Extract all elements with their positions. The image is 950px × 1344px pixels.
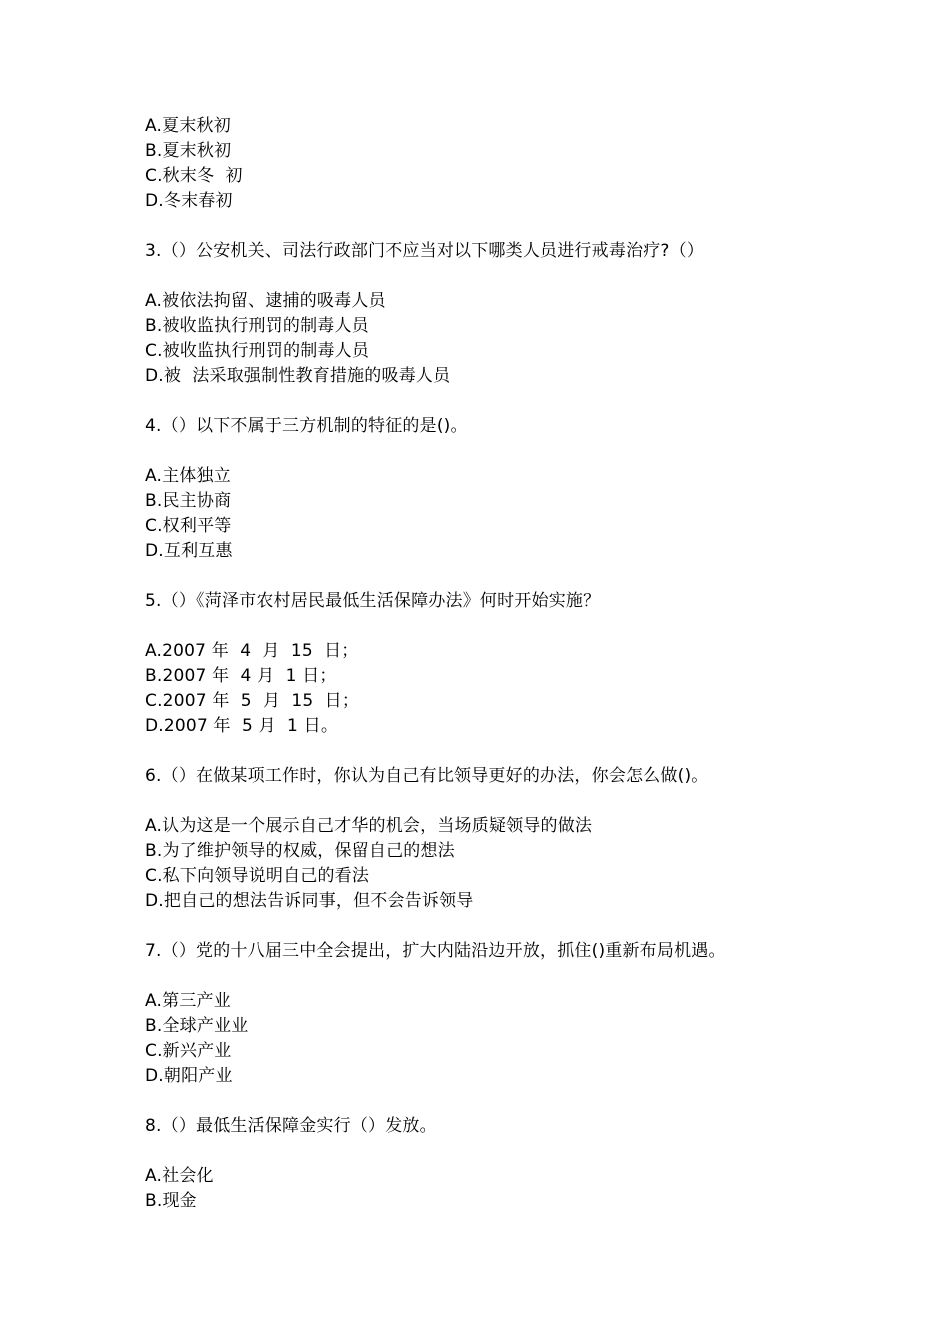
option-b: B.为了维护领导的权威，保留自己的想法 bbox=[145, 841, 455, 861]
question-4 bbox=[145, 414, 905, 564]
fragment-option-list bbox=[145, 114, 905, 214]
spacer bbox=[145, 789, 905, 814]
question-8 bbox=[145, 1114, 905, 1214]
option-a: A.认为这是一个展示自己才华的机会，当场质疑领导的做法 bbox=[145, 816, 593, 836]
spacer bbox=[145, 439, 905, 464]
option-c: C.2007 年 5 月 15 日； bbox=[145, 691, 360, 711]
option-d: D.被 法采取强制性教育措施的吸毒人员 bbox=[145, 366, 451, 386]
option-c: C.权利平等 bbox=[145, 516, 232, 536]
question-stem: 6.（）在做某项工作时，你认为自己有比领导更好的办法，你会怎么做()。 bbox=[145, 766, 709, 786]
option-b: B.被收监执行刑罚的制毒人员 bbox=[145, 316, 369, 336]
question-6 bbox=[145, 764, 905, 914]
spacer bbox=[145, 614, 905, 639]
spacer bbox=[145, 389, 905, 414]
option-a: A.主体独立 bbox=[145, 466, 231, 486]
spacer bbox=[145, 914, 905, 939]
option-d: D.朝阳产业 bbox=[145, 1066, 233, 1086]
spacer bbox=[145, 739, 905, 764]
spacer bbox=[145, 964, 905, 989]
spacer bbox=[145, 1139, 905, 1164]
option-b: B.2007 年 4 月 1 日； bbox=[145, 666, 337, 686]
option-d: D.冬末春初 bbox=[145, 191, 233, 211]
option-a: A.2007 年 4 月 15 日； bbox=[145, 641, 359, 661]
document-content bbox=[145, 114, 905, 1214]
question-stem: 5.（）《菏泽市农村居民最低生活保障办法》何时开始实施？ bbox=[145, 591, 601, 611]
spacer bbox=[145, 564, 905, 589]
spacer bbox=[145, 1089, 905, 1114]
option-c: C.秋末冬 初 bbox=[145, 166, 243, 186]
spacer bbox=[145, 264, 905, 289]
question-stem: 4.（）以下不属于三方机制的特征的是()。 bbox=[145, 416, 468, 436]
option-a: A.第三产业 bbox=[145, 991, 231, 1011]
option-b: B.现金 bbox=[145, 1191, 197, 1211]
option-d: D.互利互惠 bbox=[145, 541, 233, 561]
option-a: A.被依法拘留、逮捕的吸毒人员 bbox=[145, 291, 386, 311]
option-a: A.社会化 bbox=[145, 1166, 214, 1186]
question-stem: 3.（）公安机关、司法行政部门不应当对以下哪类人员进行戒毒治疗?（） bbox=[145, 241, 705, 261]
question-3 bbox=[145, 239, 905, 389]
option-b: B.民主协商 bbox=[145, 491, 232, 511]
question-5 bbox=[145, 589, 905, 739]
spacer bbox=[145, 214, 905, 239]
option-d: D.2007 年 5 月 1 日。 bbox=[145, 716, 339, 736]
question-stem: 7.（）党的十八届三中全会提出，扩大内陆沿边开放，抓住()重新布局机遇。 bbox=[145, 941, 726, 961]
option-b: B.夏末秋初 bbox=[145, 141, 232, 161]
option-d: D.把自己的想法告诉同事，但不会告诉领导 bbox=[145, 891, 474, 911]
question-7 bbox=[145, 939, 905, 1089]
option-a: A.夏末秋初 bbox=[145, 116, 231, 136]
option-c: C.被收监执行刑罚的制毒人员 bbox=[145, 341, 370, 361]
question-stem: 8.（）最低生活保障金实行（）发放。 bbox=[145, 1116, 437, 1136]
option-c: C.新兴产业 bbox=[145, 1041, 232, 1061]
option-c: C.私下向领导说明自己的看法 bbox=[145, 866, 370, 886]
option-b: B.全球产业业 bbox=[145, 1016, 249, 1036]
